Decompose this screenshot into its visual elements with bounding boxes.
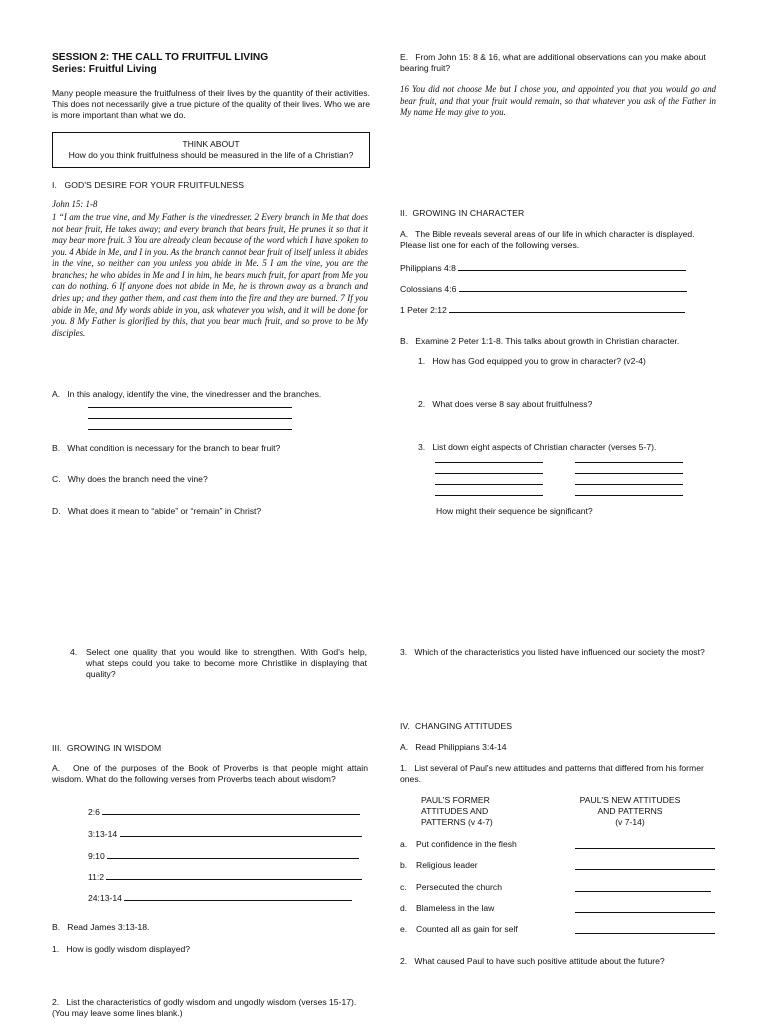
think-about-heading: THINK ABOUT	[182, 139, 240, 149]
attitude-row-text: Religious leader	[416, 860, 478, 870]
verse-label: 9:10	[88, 851, 105, 861]
proverbs-row	[88, 892, 352, 904]
question-2b-1: 1. How has God equipped you to grow in character? (v2-4)	[418, 356, 646, 366]
question-2b-3: 3. List down eight aspects of Christian character (verses 5-7).	[418, 442, 657, 452]
section-3-heading: III. GROWING IN WISDOM	[52, 743, 162, 753]
question-1a: A. In this analogy, identify the vine, the vinedresser and the branches.	[52, 389, 322, 399]
attitude-row-letter: c.	[400, 882, 407, 892]
answer-line[interactable]	[575, 848, 715, 849]
question-1c: C. Why does the branch need the vine?	[52, 474, 208, 484]
question-3b-2: 2. List the characteristics of godly wisdom and ungodly wisdom (verses 15-17). (You may leave some lines blank.)	[52, 997, 359, 1018]
answer-line[interactable]	[102, 806, 360, 815]
question-4a: A. Read Philippians 3:4-14	[400, 742, 507, 752]
think-about-box	[52, 132, 370, 168]
answer-line[interactable]	[575, 912, 715, 913]
question-4-text: Select one quality that you would like to strengthen. With God's help, what steps could you take to become more Christlike in displaying that quality?	[86, 647, 367, 679]
new-header-line: PAUL'S NEW ATTITUDES	[579, 795, 681, 805]
proverbs-row	[88, 850, 359, 862]
answer-line[interactable]	[575, 891, 711, 892]
answer-line[interactable]	[575, 462, 683, 463]
attitude-row-text: Persecuted the church	[416, 882, 502, 892]
session-title: SESSION 2: THE CALL TO FRUITFUL LIVING	[52, 52, 269, 63]
answer-line[interactable]	[458, 262, 686, 271]
former-header-line: ATTITUDES AND	[421, 806, 489, 817]
attitude-row-text: Blameless in the law	[416, 903, 495, 913]
scripture-reference: John 15: 1-8	[52, 199, 98, 209]
proverbs-row	[88, 871, 362, 883]
proverbs-row	[88, 806, 360, 818]
answer-line[interactable]	[88, 418, 292, 419]
verse-row	[400, 304, 685, 316]
answer-line[interactable]	[107, 850, 359, 859]
answer-line[interactable]	[435, 473, 543, 474]
question-4-number: 4.	[70, 647, 78, 657]
verse-label: 3:13-14	[88, 829, 118, 839]
question-3a-text: A. One of the purposes of the Book of Proverbs is that people might attain wisdom. What do the following verses from Proverbs teach about wisdom?	[52, 763, 371, 784]
answer-line[interactable]	[88, 407, 292, 408]
section-2-heading: II. GROWING IN CHARACTER	[400, 208, 525, 218]
scripture-passage: 1 “I am the true vine, and My Father is the vinedresser. 2 Every branch in Me that does not bear fruit, He takes away; and every branch that bears fruit, He prunes it so that it may bear more fruit. 3 You are already clean because of the word which I have spoken to you. 4 Abide in Me, and I in you. As the branch cannot bear fruit of itself unless it abides in the vine, so neither can you unless you abide in Me. 5 I am the vine, you are the branches; he who abides in Me and I in him, he bears much fruit, for apart from Me you can do nothing. 6 If anyone does not abide in Me, he is thrown away as a branch and dries up; and they gather them, and cast them into the fire and they are burned. 7 If you abide in Me, and My words abide in you, ask whatever you wish, and it will be done for you. 8 My Father is glorified by this, that you bear much fruit, and so prove to be My disciples.	[52, 212, 368, 338]
verse-label: Colossians 4:6	[400, 284, 457, 294]
question-2b-2: 2. What does verse 8 say about fruitfulness?	[418, 399, 593, 409]
proverbs-row	[88, 828, 362, 840]
question-2a: A. The Bible reveals several areas of our life in which character is displayed. Please list one for each of the following verses.	[400, 229, 697, 250]
attitude-row-letter: e.	[400, 924, 408, 934]
think-about-question: How do you think fruitfulness should be measured in the life of a Christian?	[68, 150, 354, 160]
question-1d: D. What does it mean to “abide” or “remain” in Christ?	[52, 506, 262, 516]
verse-label: Philippians 4:8	[400, 263, 456, 273]
verse-label: 11:2	[88, 872, 105, 882]
former-header	[421, 795, 493, 829]
answer-line[interactable]	[120, 828, 362, 837]
answer-line[interactable]	[575, 869, 715, 870]
former-header-line: PAUL'S FORMER	[421, 795, 490, 805]
attitude-row-letter: a.	[400, 839, 408, 849]
question-2b-3b: 3. Which of the characteristics you listed have influenced our society the most?	[400, 647, 705, 657]
section-4-heading: IV. CHANGING ATTITUDES	[400, 721, 513, 731]
attitude-row-letter: b.	[400, 860, 408, 870]
answer-line[interactable]	[575, 473, 683, 474]
new-header-line: AND PATTERNS	[597, 806, 663, 817]
answer-line[interactable]	[575, 495, 683, 496]
question-3a	[52, 763, 371, 785]
answer-line[interactable]	[435, 495, 543, 496]
question-4a-1: 1. List several of Paul's new attitudes and patterns that differed from his former ones.	[400, 763, 707, 784]
verse-label: 2:6	[88, 807, 100, 817]
answer-line[interactable]	[106, 871, 362, 880]
answer-line[interactable]	[449, 304, 685, 313]
question-1b: B. What condition is necessary for the branch to bear fruit?	[52, 443, 281, 453]
answer-line[interactable]	[124, 892, 352, 901]
intro-paragraph: Many people measure the fruitfulness of their lives by the quantity of their activities. This does not necessarily give a true picture of the quality of their lives. Who we are is more important than what we do.	[52, 88, 370, 120]
former-header-line: PATTERNS (v 4-7)	[421, 817, 493, 828]
sequence-question: How might their sequence be significant?	[436, 506, 593, 516]
verse-label: 1 Peter 2:12	[400, 305, 447, 315]
answer-line[interactable]	[459, 283, 687, 292]
new-header-line: (v 7-14)	[615, 817, 645, 828]
answer-line[interactable]	[435, 484, 543, 485]
question-3b-1: 1. How is godly wisdom displayed?	[52, 944, 191, 954]
answer-line[interactable]	[88, 429, 292, 430]
new-header	[560, 795, 700, 829]
scripture-passage-e: 16 You did not choose Me but I chose you, and appointed you that you would go and bear fruit, and that your fruit would remain, so that whatever you ask of the Father in My name He may give to you.	[400, 84, 716, 118]
answer-line[interactable]	[575, 484, 683, 485]
question-4a-2: 2. What caused Paul to have such positive attitude about the future?	[400, 956, 665, 966]
attitude-row-letter: d.	[400, 903, 408, 913]
verse-row	[400, 283, 687, 295]
series-title: Series: Fruitful Living	[52, 64, 157, 75]
question-2b: B. Examine 2 Peter 1:1-8. This talks about growth in Christian character.	[400, 336, 680, 346]
attitude-row-text: Put confidence in the flesh	[416, 839, 517, 849]
answer-line[interactable]	[435, 462, 543, 463]
verse-row	[400, 262, 686, 274]
verse-label: 24:13-14	[88, 893, 122, 903]
attitude-row-text: Counted all as gain for self	[416, 924, 518, 934]
answer-line[interactable]	[575, 933, 715, 934]
section-1-heading: I. GOD'S DESIRE FOR YOUR FRUITFULNESS	[52, 180, 245, 190]
question-e: E. From John 15: 8 & 16, what are additional observations can you make about bearing fruit?	[400, 52, 709, 73]
question-3b: B. Read James 3:13-18.	[52, 922, 150, 932]
